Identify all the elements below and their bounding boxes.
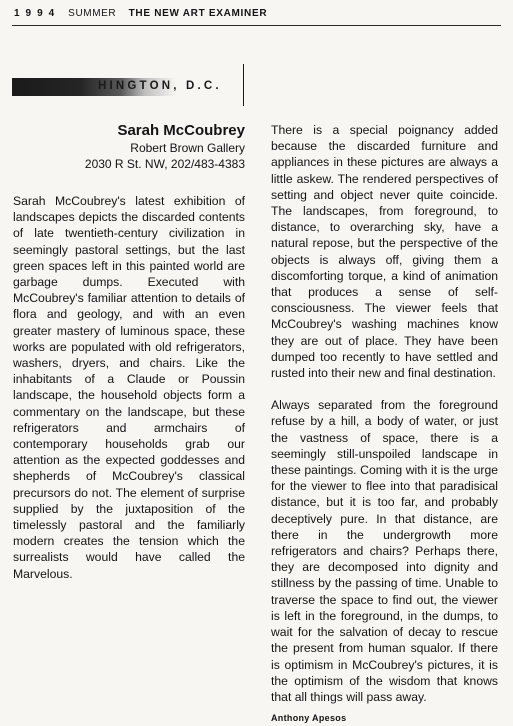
location-label: HINGTON, D.C. xyxy=(98,80,222,92)
artist-info xyxy=(12,122,245,172)
review-column-left xyxy=(13,193,245,582)
running-header xyxy=(14,8,499,19)
header-rule xyxy=(12,25,501,26)
issue-year: 1 9 9 4 xyxy=(14,8,56,19)
magazine-title: THE NEW ART EXAMINER xyxy=(128,8,268,19)
location-divider xyxy=(243,64,244,106)
artist-name: Sarah McCoubrey xyxy=(117,122,245,139)
review-paragraph: Sarah McCoubrey's latest exhibition of landscapes depicts the discarded contents of late twentieth-century civilization in seemingly pastoral settings, but the last green spaces left in this painted world are garbage dumps. Executed with McCoubrey's familiar attention to details of flora and geology, and with an even greater mastery of luminous space, these works are populated with old refrigerators, washers, dryers, and chairs. Like the inhabitants of a Claude or Poussin landscape, the household objects form a commentary on the landscape, but these refrigerators and armchairs of contemporary households grab our attention as the expected goddesses and shepherds of McCoubrey's classical precursors do not. The element of surprise supplied by the juxtaposition of the timelessly pastoral and the familiarly modern creates the tension which the surrealists would have called the Marvelous. xyxy=(13,194,245,581)
review-column-right xyxy=(271,122,498,726)
issue-season: SUMMER xyxy=(68,8,117,19)
review-paragraph: Always separated from the foreground refuse by a hill, a body of water, or just the vastness of space, there is a seemingly still-unspoiled landscape in these paintings. Coming with it is the urge for the viewer to flee into that paradisical distance, but it is too far, and probably deceptively pure. In that distance, are there in the undergrowth more refrigerators and chairs? Perhaps there, they are decomposed into dignity and stillness by the passing of time. Unable to traverse the space to find out, the viewer is left in the foreground, in the dumps, to wait for the salvation of decay to rescue the present from human squalor. If there is optimism in McCoubrey's pictures, it is the optimism of the wisdom that knows that all things will pass away. xyxy=(271,398,498,704)
author-byline: Anthony Apesos xyxy=(271,713,347,724)
gallery-name: Robert Brown Gallery xyxy=(130,141,245,155)
review-paragraph: There is a special poignancy added because the discarded furniture and appliances in these pictures are always a little askew. The rendered perspectives of setting and object never quite coincide. The landscapes, from foreground, to distance, to overarching sky, have a natural repose, but the perspective of the objects is always off, giving them a discomforting torque, a kind of animation that produces a sense of self-consciousness. The viewer feels that McCoubrey's washing machines know they are out of place. They have been dumped too recently to have settled and rusted into their new and final destination. xyxy=(271,123,498,381)
gallery-address: 2030 R St. NW, 202/483-4383 xyxy=(84,157,245,171)
